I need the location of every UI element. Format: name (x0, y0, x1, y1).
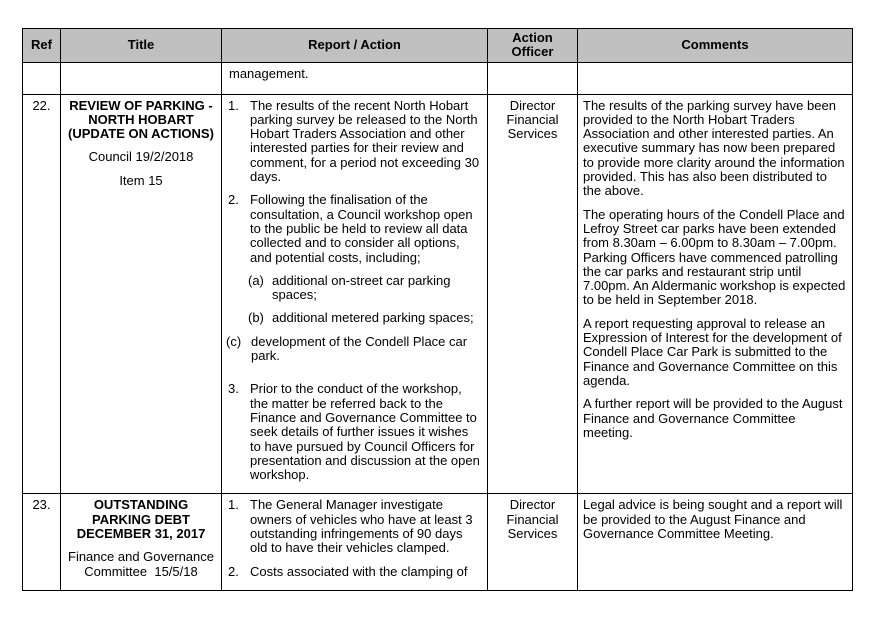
title-subline: Finance and Governance Committee 15/5/18 (68, 549, 218, 579)
report-item (222, 565, 482, 579)
comment-paragraph: A report requesting approval to release an Expression of Interest for the development of Condell Place Car Park is submitted to the Finance and Governance Committee on this agenda. (583, 315, 842, 388)
comment-paragraph: The operating hours of the Condell Place and Lefroy Street car parks have been extended from 8.30am – 6.00pm to 8.30am – 7.00pm. Parking Officers have commenced patrolling the car parks and restaurant strip until 7.00pm. An Aldermanic workshop is expected to be held in September 2018. (583, 206, 846, 308)
report-action-cell (222, 62, 488, 94)
column-header-officer: Action Officer (488, 29, 578, 63)
column-header-ref: Ref (23, 29, 61, 63)
action-officer-cell: Director Financial Services (488, 494, 578, 590)
report-item-text: development of the Condell Place car park. (251, 333, 468, 364)
action-officer-cell (488, 62, 578, 94)
report-item-text: additional on-street car parking spaces; (272, 272, 451, 303)
title-line: OUTSTANDING (93, 497, 189, 513)
action-officer-cell: Director Financial Services (488, 94, 578, 494)
report-item (222, 67, 482, 81)
title-line: DECEMBER 31, 2017 (76, 526, 206, 542)
column-header-comments: Comments (578, 29, 853, 63)
title-line: PARKING DEBT (92, 511, 190, 527)
comments-cell (578, 62, 853, 94)
table-row (23, 94, 853, 494)
ref-cell: 23. (23, 494, 61, 590)
report-item-text: Costs associated with the clamping of (250, 563, 468, 579)
agenda-table (22, 28, 853, 591)
column-header-report: Report / Action (222, 29, 488, 63)
report-item (222, 193, 482, 264)
report-item-text: management. (229, 65, 309, 81)
title-cell (61, 62, 222, 94)
ref-cell: 22. (23, 94, 61, 494)
title-line: (UPDATE ON ACTIONS) (68, 126, 214, 142)
title-cell (61, 494, 222, 590)
report-item-marker: 2. (228, 192, 239, 208)
title-subline: Council 19/2/2018 (88, 149, 194, 165)
comments-cell (578, 94, 853, 494)
report-item (222, 335, 482, 364)
comment-paragraph: Legal advice is being sought and a report will be provided to the August Finance and Governance Committee Meeting. (583, 497, 843, 542)
comments-cell (578, 494, 853, 590)
report-item-marker: (b) (248, 310, 264, 326)
report-item-text: Following the finalisation of the consultation, a Council workshop open to the public be held to review all data collected and to consider all options, and potential costs, including; (250, 192, 473, 265)
table-row (23, 494, 853, 590)
report-item-text: additional metered parking spaces; (272, 310, 474, 326)
title-line: REVIEW OF PARKING - (69, 97, 213, 113)
column-header-title: Title (61, 29, 222, 63)
table-body (23, 62, 853, 590)
comment-paragraph: A further report will be provided to the August Finance and Governance Committee meeting. (583, 396, 843, 440)
report-item-marker: 3. (228, 381, 239, 397)
report-item (222, 382, 482, 482)
header-row (23, 29, 853, 63)
report-item-text: Prior to the conduct of the workshop, the matter be referred back to the Finance and Governance Committee to seek details of further issues it wishes to have pursued by Council Officers for presentation and discussion at the open workshop. (250, 381, 480, 483)
report-action-cell (222, 94, 488, 494)
report-item (222, 498, 482, 555)
report-item (222, 99, 482, 185)
report-item-marker: (a) (248, 272, 264, 288)
comment-paragraph: The results of the parking survey have been provided to the North Hobart Traders Association and other interested parties. An executive summary has now been prepared to provide more clarity around the information provided. This has also been distributed to the above. (583, 97, 845, 199)
report-item-text: The General Manager investigate owners of vehicles who have at least 3 outstanding infringements of 90 days old to have their vehicles clamped. (250, 497, 473, 556)
table-header (23, 29, 853, 63)
ref-cell (23, 62, 61, 94)
report-item-marker: 1. (228, 97, 239, 113)
report-item-marker: 1. (228, 497, 239, 513)
title-subline: Item 15 (119, 172, 163, 188)
report-item (222, 274, 482, 303)
table-row (23, 62, 853, 94)
report-item (222, 311, 482, 325)
report-action-cell (222, 494, 488, 590)
report-item-text: The results of the recent North Hobart parking survey be released to the North Hobart Traders Association and other interested parties for their review and comment, for a period not exceeding 30 days. (250, 97, 480, 185)
report-item-marker: 2. (228, 563, 239, 579)
report-item-marker: (c) (226, 333, 242, 349)
title-cell (61, 94, 222, 494)
title-line: NORTH HOBART (88, 111, 194, 127)
